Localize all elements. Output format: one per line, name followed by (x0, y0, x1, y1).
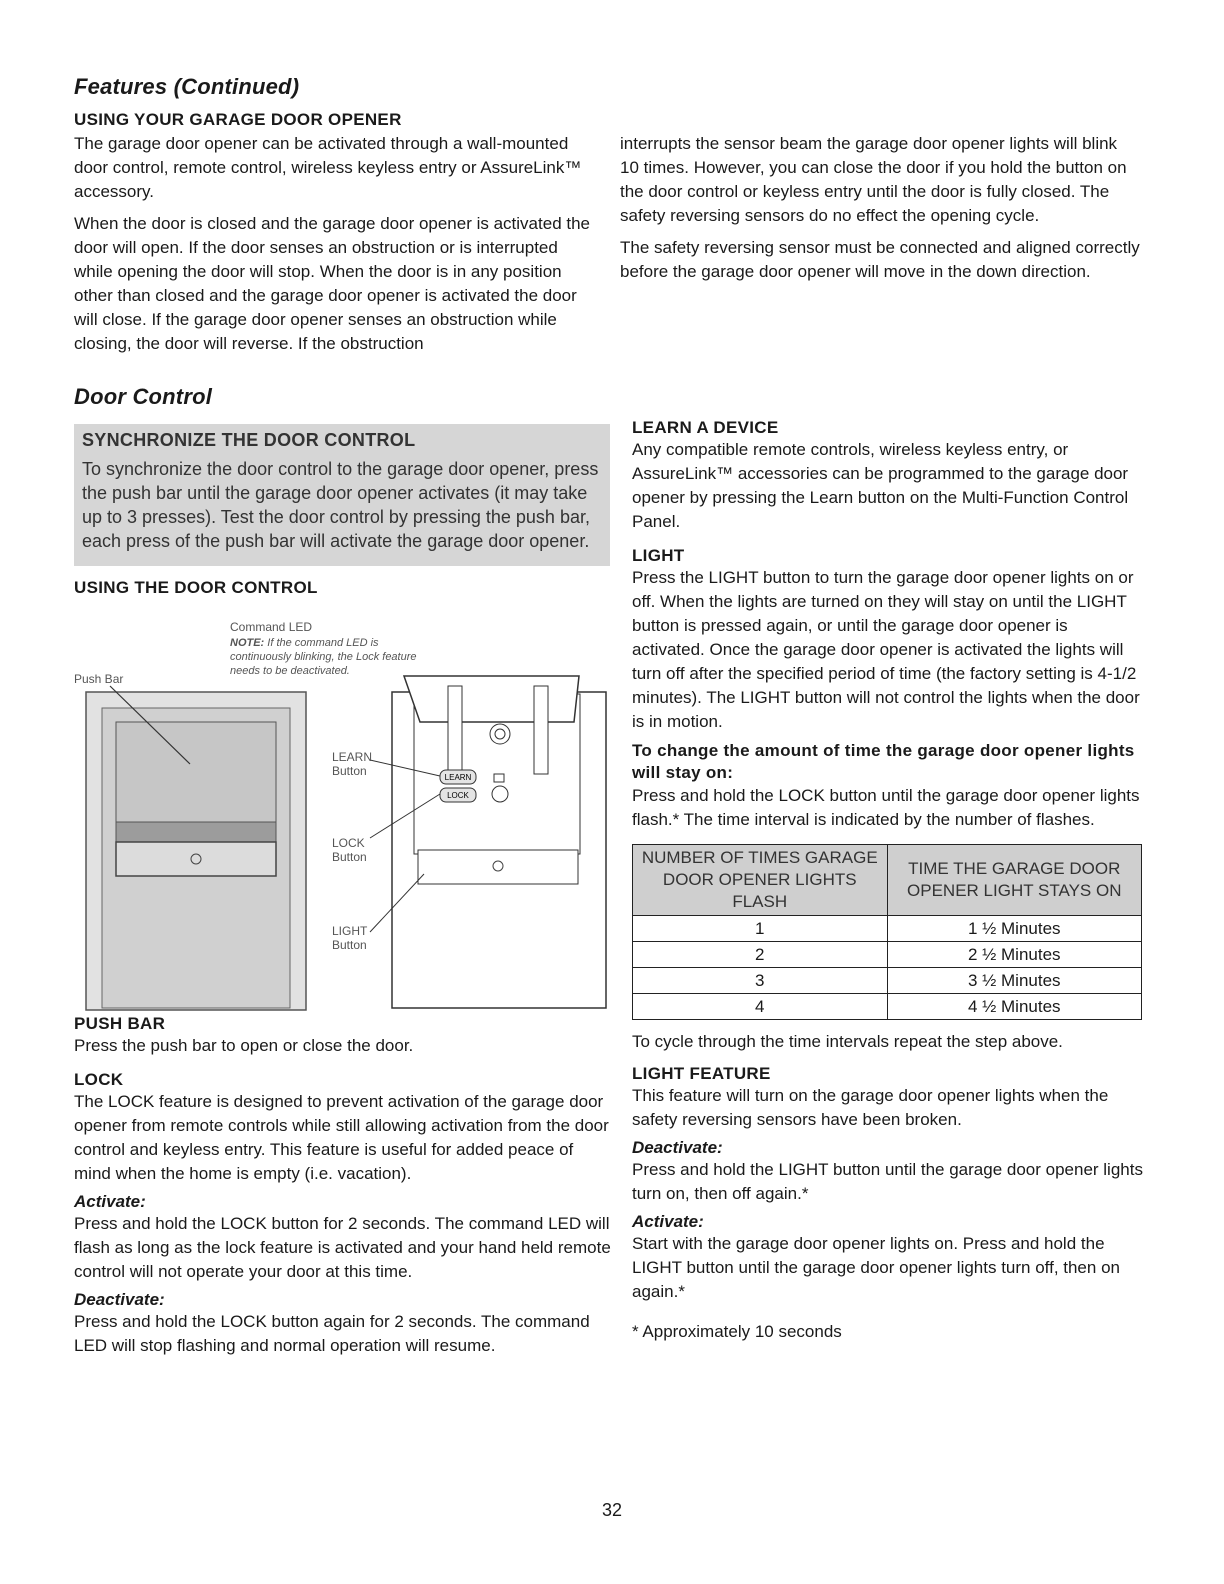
table-cell-flashes: 1 (633, 916, 888, 942)
lf-deactivate-body: Press and hold the LIGHT button until the garage door opener lights turn on, then off again.* (632, 1160, 1143, 1203)
table-row (633, 994, 1142, 1020)
lf-activate-label: Activate: (632, 1212, 704, 1231)
lock-tag: LOCK (447, 791, 469, 800)
lock-body: The LOCK feature is designed to prevent activation of the garage door opener from remote controls while still allowing activation from the door control and keyless entry. This feature is useful for added peace of mind when the home is empty (i.e. vacation). (74, 1092, 609, 1183)
push-bar-panel (116, 722, 276, 822)
using-paragraph-1: The garage door opener can be activated through a wall-mounted door control, remote control, wireless keyless entry or AssureLink™ accessory. (74, 134, 582, 201)
push-bar-label: Push Bar (74, 672, 124, 686)
light-button-round (492, 786, 508, 802)
change-time-heading: To change the amount of time the garage door opener lights will stay on: (632, 741, 1135, 782)
light-bar (116, 842, 276, 876)
table-cell-time: 4 ½ Minutes (887, 994, 1142, 1020)
table-row (633, 916, 1142, 942)
synchronize-heading: SYNCHRONIZE THE DOOR CONTROL (82, 430, 416, 450)
table-row (633, 942, 1142, 968)
table-header-flashes: NUMBER OF TIMES GARAGE DOOR OPENER LIGHTS FLASH (633, 845, 888, 916)
light-feature-body: This feature will turn on the garage door opener lights when the safety reversing sensors have been broken. (632, 1086, 1109, 1129)
using-paragraph-2: When the door is closed and the garage door opener is activated the door will open. If the door senses an obstruction or is interrupted while opening the door will stop. When the door is in any position other than closed and the garage door opener is activated the door will close. If the garage door opener senses an obstruction while closing, the door will reverse. If the obstruction (74, 214, 591, 353)
learn-device-body: Any compatible remote controls, wireless keyless entry, or AssureLink™ accessories can be programmed to the garage door opener by pressing the Learn button on the Multi-Function Control Panel. (632, 440, 1129, 531)
table-cell-flashes: 2 (633, 942, 888, 968)
lock-heading: LOCK (74, 1070, 124, 1089)
flash-time-table (632, 844, 1142, 1020)
table-row (633, 968, 1142, 994)
table-cell-time: 2 ½ Minutes (887, 942, 1142, 968)
lock-activate-body: Press and hold the LOCK button for 2 seconds. The command LED will flash as long as the lock feature is activated and your hand held remote control will not operate your door at this time. (74, 1214, 611, 1281)
door-control-title: Door Control (74, 384, 213, 409)
note-label: NOTE: (230, 637, 265, 649)
light-feature-heading: LIGHT FEATURE (632, 1064, 771, 1083)
lock-button-label: LOCK Button (332, 836, 367, 864)
change-time-body: Press and hold the LOCK button until the garage door opener lights flash.* The time interval is indicated by the number of flashes. (632, 786, 1140, 829)
light-button-label: LIGHT Button (332, 924, 368, 952)
lock-activate-label: Activate: (74, 1192, 146, 1211)
push-bar-shadow (116, 822, 276, 842)
table-header-time: TIME THE GARAGE DOOR OPENER LIGHT STAYS ON (887, 845, 1142, 916)
lock-deactivate-label: Deactivate: (74, 1290, 165, 1309)
using-left-column (74, 132, 594, 356)
using-paragraph-3: interrupts the sensor beam the garage door opener lights will blink 10 times. However, you can close the door if you hold the button on the door control or keyless entry until the door is fully closed. The safety reversing sensors do no effect the opening cycle. (620, 134, 1127, 225)
table-header-row (633, 845, 1142, 916)
door-control-diagram (74, 614, 614, 1014)
synchronize-body: To synchronize the door control to the garage door opener, press the push bar until the garage door opener activates (it may take up to 3 presses). Test the door control by pressing the push bar, each press of the push bar will activate the garage door opener. (82, 459, 599, 551)
command-led-label: Command LED (230, 620, 313, 634)
page-number: 32 (601, 1500, 623, 1520)
door-control-illustration (74, 614, 614, 1014)
lock-deactivate-body: Press and hold the LOCK button again for 2 seconds. The command LED will stop flashing and normal operation will resume. (74, 1312, 590, 1355)
lf-activate-body: Start with the garage door opener lights on. Press and hold the LIGHT button until the garage door opener lights turn off, then on again.* (632, 1234, 1120, 1301)
learn-tag: LEARN (444, 773, 472, 782)
features-title: Features (Continued) (74, 74, 300, 99)
cycle-body: To cycle through the time intervals repeat the step above. (632, 1032, 1063, 1051)
push-bar-heading: PUSH BAR (74, 1014, 166, 1033)
table-cell-flashes: 3 (633, 968, 888, 994)
using-right-column (620, 132, 1140, 284)
note-text: If the command LED is continuously blinking, the Lock feature needs to be deactivated. (230, 637, 417, 677)
using-paragraph-4: The safety reversing sensor must be connected and aligned correctly before the garage door opener will move in the down direction. (620, 238, 1140, 281)
door-control-left-text (74, 1014, 614, 1358)
footnote: * Approximately 10 seconds (632, 1322, 842, 1341)
hinge-right (534, 686, 548, 774)
control-cover (404, 676, 579, 722)
lf-deactivate-label: Deactivate: (632, 1138, 723, 1157)
light-body: Press the LIGHT button to turn the garage door opener lights on or off. When the lights are turned on they will stay on until the LIGHT button is pressed again, or until the garage door opener is activated. Once the garage door opener is activated the lights will turn off after the specified period of time (the factory setting is 4-1/2 minutes). The LIGHT button will not control the lights when the door is in motion. (632, 568, 1140, 731)
learn-button-label: LEARN Button (332, 750, 373, 778)
learn-device-heading: LEARN A DEVICE (632, 418, 779, 437)
table-cell-time: 3 ½ Minutes (887, 968, 1142, 994)
light-heading: LIGHT (632, 546, 685, 565)
synchronize-box (74, 424, 610, 566)
door-control-right-text (632, 418, 1144, 1344)
table-cell-flashes: 4 (633, 994, 888, 1020)
using-door-control-heading: USING THE DOOR CONTROL (74, 578, 318, 597)
push-bar-body: Press the push bar to open or close the door. (74, 1036, 414, 1055)
hinge-left (448, 686, 462, 774)
using-opener-heading: USING YOUR GARAGE DOOR OPENER (74, 110, 402, 129)
open-light-bar (418, 850, 578, 884)
table-cell-time: 1 ½ Minutes (887, 916, 1142, 942)
